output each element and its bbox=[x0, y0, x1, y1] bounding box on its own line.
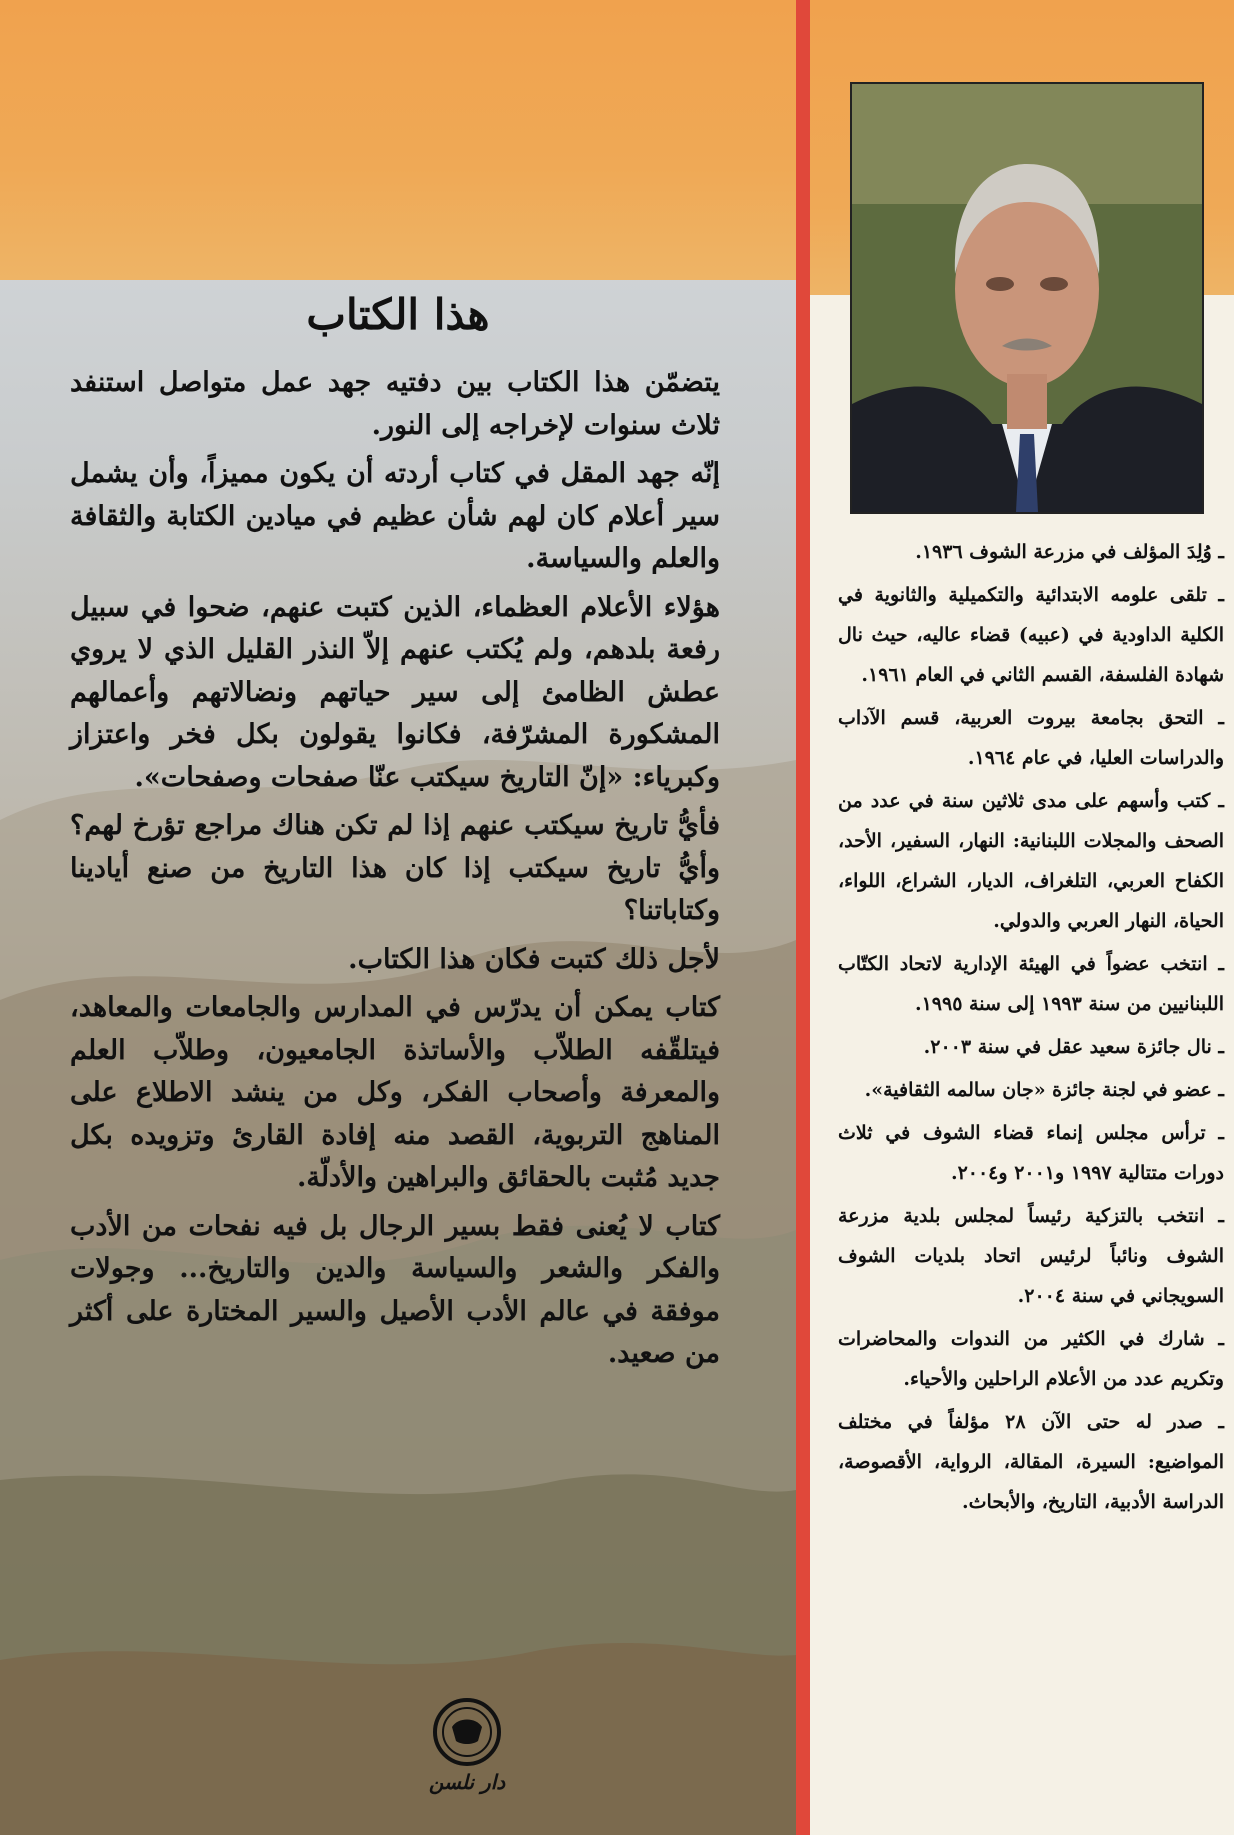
bio-item: ـ انتخب عضواً في الهيئة الإدارية لاتحاد الكتّاب اللبنانيين من سنة ١٩٩٣ إلى سنة ١٩٩٥. bbox=[838, 953, 1224, 1015]
book-description bbox=[70, 362, 720, 1382]
publisher-name: دار نلسن bbox=[428, 1770, 506, 1794]
bio-item: ـ صدر له حتى الآن ٢٨ مؤلفاً في مختلف المواضيع: السيرة، المقالة، الرواية، الأقصوصة، الدراسة الأدبية، التاريخ، والأبحاث. bbox=[838, 1411, 1224, 1513]
spine-strip bbox=[796, 0, 810, 1835]
portrait-illustration bbox=[852, 84, 1202, 512]
bio-item: ـ نال جائزة سعيد عقل في سنة ٢٠٠٣. bbox=[923, 1036, 1224, 1058]
bio-item: ـ التحق بجامعة بيروت العربية، قسم الآداب والدراسات العليا، في عام ١٩٦٤. bbox=[838, 707, 1224, 769]
orange-band bbox=[0, 0, 796, 280]
publisher-logo-icon bbox=[432, 1697, 502, 1767]
book-paragraph: فأيُّ تاريخ سيكتب عنهم إذا لم تكن هناك مراجع تؤرخ لهم؟ وأيُّ تاريخ سيكتب إذا كان هذا التاريخ من صنع أيادينا وكتاباتنا؟ bbox=[70, 810, 720, 926]
book-section-title: هذا الكتاب bbox=[306, 290, 490, 339]
author-portrait bbox=[850, 82, 1204, 514]
book-paragraph: لأجل ذلك كتبت فكان هذا الكتاب. bbox=[348, 943, 720, 975]
bio-item: ـ عضو في لجنة جائزة «جان سالمه الثقافية». bbox=[864, 1079, 1224, 1101]
author-bio-panel bbox=[810, 0, 1234, 1835]
bio-item: ـ انتخب بالتزكية رئيساً لمجلس بلدية مزرعة الشوف ونائباً لرئيس اتحاد بلديات الشوف السويجاني في سنة ٢٠٠٤. bbox=[838, 1205, 1224, 1307]
book-paragraph: كتاب لا يُعنى فقط بسير الرجال بل فيه نفحات من الأدب والفكر والشعر والسياسة والدين والتاريخ... وجولات موفقة في عالم الأدب الأصيل والسير المختارة على أكثر من صعيد. bbox=[70, 1210, 720, 1369]
author-biography bbox=[838, 532, 1224, 1525]
book-paragraph: يتضمّن هذا الكتاب بين دفتيه جهد عمل متواصل استنفد ثلاث سنوات لإخراجه إلى النور. bbox=[70, 367, 720, 441]
bio-item: ـ شارك في الكثير من الندوات والمحاضرات وتكريم عدد من الأعلام الراحلين والأحياء. bbox=[838, 1328, 1224, 1390]
book-paragraph: كتاب يمكن أن يدرّس في المدارس والجامعات والمعاهد، فيتلقّفه الطلاّب والأساتذة الجامعيون، وطلاّب العلم والمعرفة وأصحاب الفكر، وكل من ينشد الاطلاع على المناهج التربوية، القصد منه إفادة القارئ وتزويده بكل جديد مُثبت بالحقائق والبراهين والأدلّة. bbox=[70, 992, 720, 1193]
bio-item: ـ كتب وأسهم على مدى ثلاثين سنة في عدد من الصحف والمجلات اللبنانية: النهار، السفير، الأحد، الكفاح العربي، التلغراف، الديار، الشراع، اللواء، الحياة، النهار العربي والدولي. bbox=[838, 790, 1224, 932]
bio-item: ـ ترأس مجلس إنماء قضاء الشوف في ثلاث دورات متتالية ١٩٩٧ و٢٠٠١ و٢٠٠٤. bbox=[838, 1122, 1224, 1184]
book-paragraph: هؤلاء الأعلام العظماء، الذين كتبت عنهم، ضحوا في سبيل رفعة بلدهم، ولم يُكتب عنهم إلاّ النذر القليل الذي لا يروي عطش الظامئ إلى سير حياتهم ونضالاتهم وأعمالهم المشكورة المشرّفة، فكانوا يقولون بكل فخر واعتزاز وكبرياء: «إنّ التاريخ سيكتب عنّا صفحات وصفحات». bbox=[70, 591, 720, 793]
bio-item: ـ وُلِدَ المؤلف في مزرعة الشوف ١٩٣٦. bbox=[915, 541, 1224, 563]
book-paragraph: إنّه جهد المقل في كتاب أردته أن يكون مميزاً، وأن يشمل سير أعلام كان لهم شأن عظيم في ميادين الكتابة والثقافة والعلم والسياسة. bbox=[70, 458, 720, 574]
bio-item: ـ تلقى علومه الابتدائية والتكميلية والثانوية في الكلية الداودية في (عبيه) قضاء عاليه، حيث نال شهادة الفلسفة، القسم الثاني في العام ١٩٦١. bbox=[838, 584, 1224, 686]
